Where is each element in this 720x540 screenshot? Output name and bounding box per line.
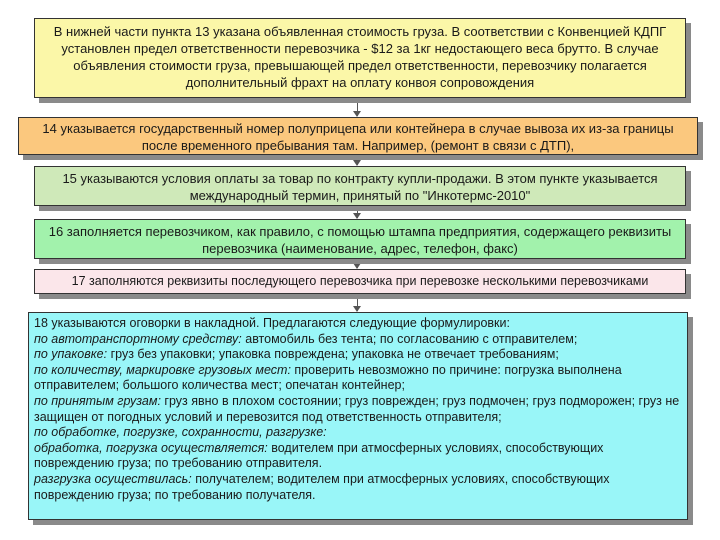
item-16-box bbox=[34, 219, 686, 259]
clause-text: проверить невозможно по причине: погрузка выполнена отправителем; большого количества мест; опечатан контейнер; bbox=[34, 362, 622, 393]
clause-text: водителем при атмосферных условиях, способствующих повреждению груза; по требованию отправителя. bbox=[34, 440, 604, 471]
item-15-text: 15 указываются условия оплаты за товар по контракту купли-продажи. В этом пункте указывается международный термин, принятый по "Инкотермс-2010" bbox=[62, 171, 658, 203]
clause-vehicle bbox=[34, 332, 682, 348]
item-13-box bbox=[34, 18, 686, 98]
clause-text: получателем; водителем при атмосферных условиях, способствующих повреждению груза; по требованию получателя. bbox=[34, 471, 610, 502]
connector-arrow bbox=[357, 156, 358, 165]
clause-handling-heading bbox=[34, 425, 682, 441]
clause-text: автомобиль без тента; по согласованию с отправителем; bbox=[241, 331, 578, 346]
item-14-box bbox=[18, 117, 698, 155]
item-18-intro: 18 указываются оговорки в накладной. Предлагаются следующие формулировки: bbox=[34, 316, 510, 330]
item-17-text: 17 заполняются реквизиты последующего перевозчика при перевозке несколькими перевозчиками bbox=[71, 274, 649, 288]
connector-arrow bbox=[357, 207, 358, 218]
item-17-box bbox=[34, 269, 686, 294]
clause-label: по количеству, маркировке грузовых мест: bbox=[34, 362, 291, 377]
connector-arrow bbox=[357, 295, 358, 311]
clause-text: груз явно в плохом состоянии; груз поврежден; груз подмочен; груз подморожен; груз не защищен от погодных условий и перевозится под ответственность отправителя; bbox=[34, 393, 680, 424]
clause-text: груз без упаковки; упаковка повреждена; упаковка не отвечает требованиям; bbox=[107, 347, 559, 362]
clause-label: по упаковке: bbox=[34, 347, 108, 362]
clause-packaging bbox=[34, 347, 682, 363]
clause-label: разгрузка осуществилась: bbox=[34, 471, 192, 486]
clause-label: по обработке, погрузке, сохранности, разгрузке: bbox=[34, 425, 327, 440]
item-16-text: 16 заполняется перевозчиком, как правило, с помощью штампа предприятия, содержащего реквизиты перевозчика (наименование, адрес, телефон, факс) bbox=[48, 224, 672, 256]
item-14-text: 14 указывается государственный номер полуприцепа или контейнера в случае вывоза их из-за границы после временного пребывания там. Например, (ремонт в связи с ДТП), bbox=[42, 121, 674, 153]
clause-unloading bbox=[34, 472, 682, 503]
clause-label: по автотранспортному средству: bbox=[34, 331, 242, 346]
item-15-box bbox=[34, 166, 686, 206]
clause-quantity bbox=[34, 363, 682, 394]
connector-arrow bbox=[357, 260, 358, 268]
clause-loading bbox=[34, 441, 682, 472]
connector-arrow bbox=[357, 99, 358, 116]
item-18-box bbox=[28, 312, 688, 520]
clause-accepted-goods bbox=[34, 394, 682, 425]
clause-label: по принятым грузам: bbox=[34, 393, 161, 408]
clause-label: обработка, погрузка осуществляется: bbox=[34, 440, 268, 455]
item-13-text: В нижней части пункта 13 указана объявленная стоимость груза. В соответствии с Конвенцией КДПГ установлен предел ответственности перевозчика - $12 за 1кг недостающего веса брутто. В случае объявления стоимости груза, превышающей предел ответственности, перевозчику полагается дополнительный фрахт на оплату конвоя сопровождения bbox=[53, 24, 667, 90]
